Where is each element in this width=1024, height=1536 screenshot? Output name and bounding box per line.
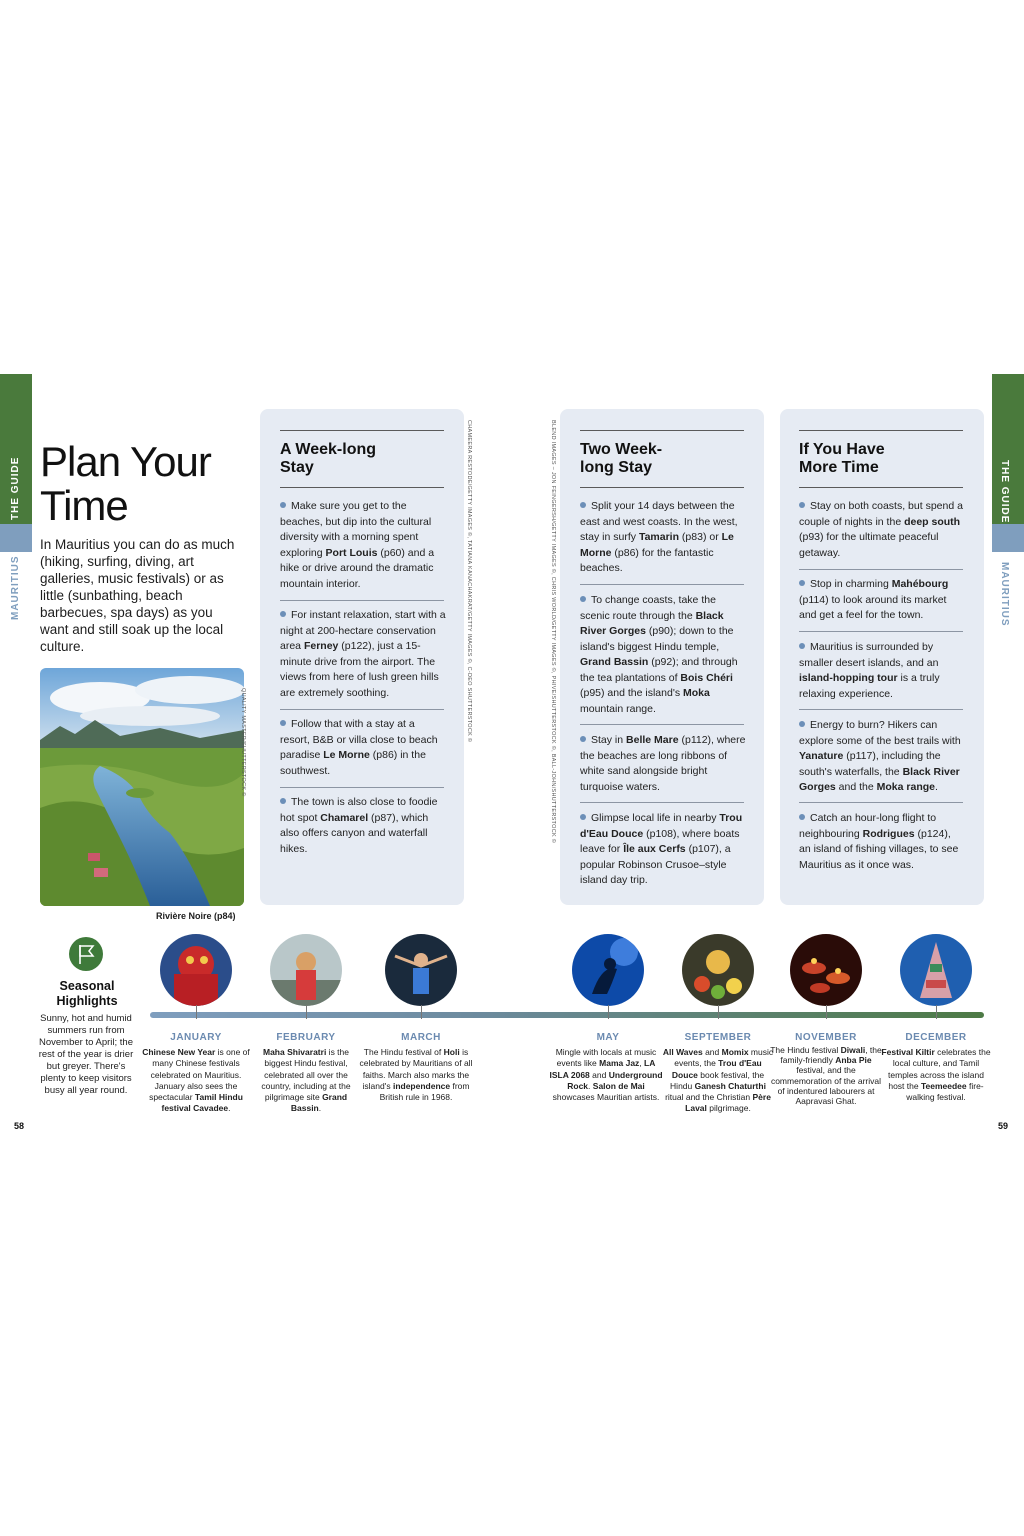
side-tab-left-country	[0, 524, 32, 552]
flag-icon	[69, 937, 103, 971]
month-text-november: The Hindu festival Diwali, the family-friendly Anba Pie festival, and the commemoration of the arrival of indentured labourers at Aapravasi Ghat.	[770, 1045, 882, 1107]
card-rule	[580, 430, 744, 431]
bullet-dot	[799, 814, 805, 820]
intro-text: In Mauritius you can do as much (hiking, surfing, diving, art galleries, music festivals) or as little (sunbathing, beach barbecues, spa days) as you want and still soak up the local culture.	[40, 537, 235, 654]
list-item: Catch an hour-long flight to neighbouring Rodrigues (p124), an island of fishing villages, to see Mauritius as it once was.	[799, 812, 959, 871]
month-september: SEPTEMBER	[684, 1032, 752, 1043]
february-photo	[270, 934, 342, 1006]
timeline-tick	[936, 1005, 937, 1019]
bullet-dot	[580, 502, 586, 508]
divider	[799, 631, 963, 632]
divider	[799, 709, 963, 710]
seasonal-title: Seasonal Highlights	[56, 979, 118, 1008]
timeline-tick	[421, 1005, 422, 1019]
card-rule	[580, 487, 744, 488]
divider	[799, 802, 963, 803]
list-item: Make sure you get to the beaches, but dip into the cultural diversity with a morning spent exploring Port Louis (p60) and a hike or drive around the dramatic mountain interior.	[280, 500, 435, 590]
list-item: The town is also close to foodie hot spot Chamarel (p87), which also offers canyon and waterfall hikes.	[280, 796, 438, 855]
photo-credit: QUALITY MASTER/SHUTTERSTOCK ©	[240, 688, 246, 797]
timeline-tick	[826, 1005, 827, 1019]
month-text-december: Festival Kiltir celebrates the local culture, and Tamil temples across the island host the Teemeedee fire-walking festival.	[881, 1047, 991, 1103]
december-photo	[900, 934, 972, 1006]
divider	[580, 724, 744, 725]
list-item: Stay in Belle Mare (p112), where the beaches are long ribbons of white sand alongside bright turquoise waters.	[580, 734, 746, 793]
bullet-dot	[280, 502, 286, 508]
timeline-tick	[718, 1005, 719, 1019]
seasonal-text: Sunny, hot and humid summers run from November to April; the rest of the year is drier but greyer. There's plenty to keep visitors busy all year round.	[38, 1013, 134, 1096]
list-item: To change coasts, take the scenic route through the Black River Gorges (p90); down to the island's biggest Hindu temple, Grand Bassin (p92); and through the tea plantations of Bois Chéri (p95) and the island's Moka mountain range.	[580, 594, 738, 715]
divider	[280, 600, 444, 601]
timeline-tick	[196, 1005, 197, 1019]
card-rule	[799, 487, 963, 488]
riviere-noire-photo	[40, 668, 244, 906]
page-number-right: 59	[998, 1121, 1009, 1131]
side-tab-left-country-label: MAURITIUS	[10, 555, 21, 620]
may-photo	[572, 934, 644, 1006]
month-text-february: Maha Shivaratri is the biggest Hindu festival, celebrated all over the country, including at the pilgrimage site Grand Bassin.	[261, 1047, 351, 1114]
month-text-january: Chinese New Year is one of many Chinese festivals celebrated on Mauritius. January also sees the spectacular Tamil Hindu festival Cavadee.	[142, 1047, 250, 1114]
card-title-two-week: Two Week-long Stay	[580, 441, 663, 476]
photo-caption: Rivière Noire (p84)	[156, 911, 236, 921]
card-rule	[280, 487, 444, 488]
photo-credit: CHAMEERA RESTODE/GETTY IMAGES ©, TATIANA KANACHAKRAT/GETTY IMAGES ©, C-DEO SHUTTERSTOCK ©	[466, 420, 472, 743]
card-title-more-time: If You Have More Time	[799, 441, 885, 476]
bullet-dot	[580, 814, 586, 820]
side-tab-right-guide-label: THE GUIDE	[999, 460, 1010, 524]
march-photo	[385, 934, 457, 1006]
bullet-dot	[280, 798, 286, 804]
bullet-dot	[280, 611, 286, 617]
month-text-may: Mingle with locals at music events like Mama Jaz, LA ISLA 2068 and Underground Rock. Salon de Mai showcases Mauritian artists.	[549, 1047, 663, 1103]
list-item: Stop in charming Mahébourg (p114) to look around its market and get a feel for the town.	[799, 578, 949, 621]
card-rule	[799, 430, 963, 431]
bullet-dot	[280, 720, 286, 726]
bullet-dot	[580, 736, 586, 742]
list-item: Energy to burn? Hikers can explore some of the best trails with Yanature (p117), including the south's waterfalls, the Black River Gorges and the Moka range.	[799, 719, 961, 793]
september-photo	[682, 934, 754, 1006]
bullet-dot	[580, 596, 586, 602]
january-photo	[160, 934, 232, 1006]
divider	[280, 787, 444, 788]
list-item: Follow that with a stay at a resort, B&B or villa close to beach paradise Le Morne (p86) in the southwest.	[280, 718, 438, 777]
card-rule	[280, 430, 444, 431]
list-item: Stay on both coasts, but spend a couple of nights in the deep south (p93) for the ultimate peaceful getaway.	[799, 500, 963, 559]
divider	[580, 584, 744, 585]
list-item: For instant relaxation, start with a night at 200-hectare conservation area Ferney (p122), just a 15-minute drive from the airport. The views from here of lush green hills are extremely soothing.	[280, 609, 446, 699]
month-may: MAY	[596, 1032, 620, 1043]
side-tab-right-country-label: MAURITIUS	[999, 562, 1010, 627]
divider	[799, 569, 963, 570]
timeline-tick	[306, 1005, 307, 1019]
bullet-dot	[799, 721, 805, 727]
list-item: Mauritius is surrounded by smaller desert islands, and an island-hopping tour is a truly relaxing experience.	[799, 641, 940, 700]
month-text-september: All Waves and Momix music events, the Trou d'Eau Douce book festival, the Hindu Ganesh Chaturthi ritual and the Christian Père Laval pilgrimage.	[662, 1047, 774, 1114]
side-tab-left-guide-label: THE GUIDE	[10, 456, 21, 520]
card-title-week: A Week-long Stay	[280, 441, 377, 476]
side-tab-right-country	[992, 524, 1024, 552]
page-title: Plan Your Time	[40, 438, 211, 529]
month-december: DECEMBER	[905, 1032, 967, 1043]
bullet-dot	[799, 580, 805, 586]
page-number-left: 58	[14, 1121, 25, 1131]
month-november: NOVEMBER	[795, 1032, 857, 1043]
bullet-dot	[799, 643, 805, 649]
month-february: FEBRUARY	[276, 1032, 336, 1043]
list-item: Split your 14 days between the east and west coasts. In the west, stay in surfy Tamarin (p83) or Le Morne (p86) for the fantastic beaches.	[580, 500, 738, 574]
november-photo	[790, 934, 862, 1006]
month-text-march: The Hindu festival of Holi is celebrated by Mauritians of all faiths. March also marks the island's independence from British rule in 1968.	[359, 1047, 473, 1103]
timeline-bar	[150, 1012, 984, 1018]
divider	[280, 709, 444, 710]
bullet-dot	[799, 502, 805, 508]
divider	[580, 802, 744, 803]
photo-credit: BLEND IMAGES – JON FEINGERSH/GETTY IMAGES ©, CHRIS WORLD/GETTY IMAGES ©, PHIVE/SHUTTERSTOCK ©, BALL-JOHN/SHUTTERSTOCK ©	[550, 420, 556, 844]
timeline-tick	[608, 1005, 609, 1019]
month-march: MARCH	[401, 1032, 441, 1043]
list-item: Glimpse local life in nearby Trou d'Eau Douce (p108), where boats leave for Île aux Cerfs (p107), a popular Robinson Crusoe–style island day trip.	[580, 812, 743, 886]
month-january: JANUARY	[170, 1032, 222, 1043]
